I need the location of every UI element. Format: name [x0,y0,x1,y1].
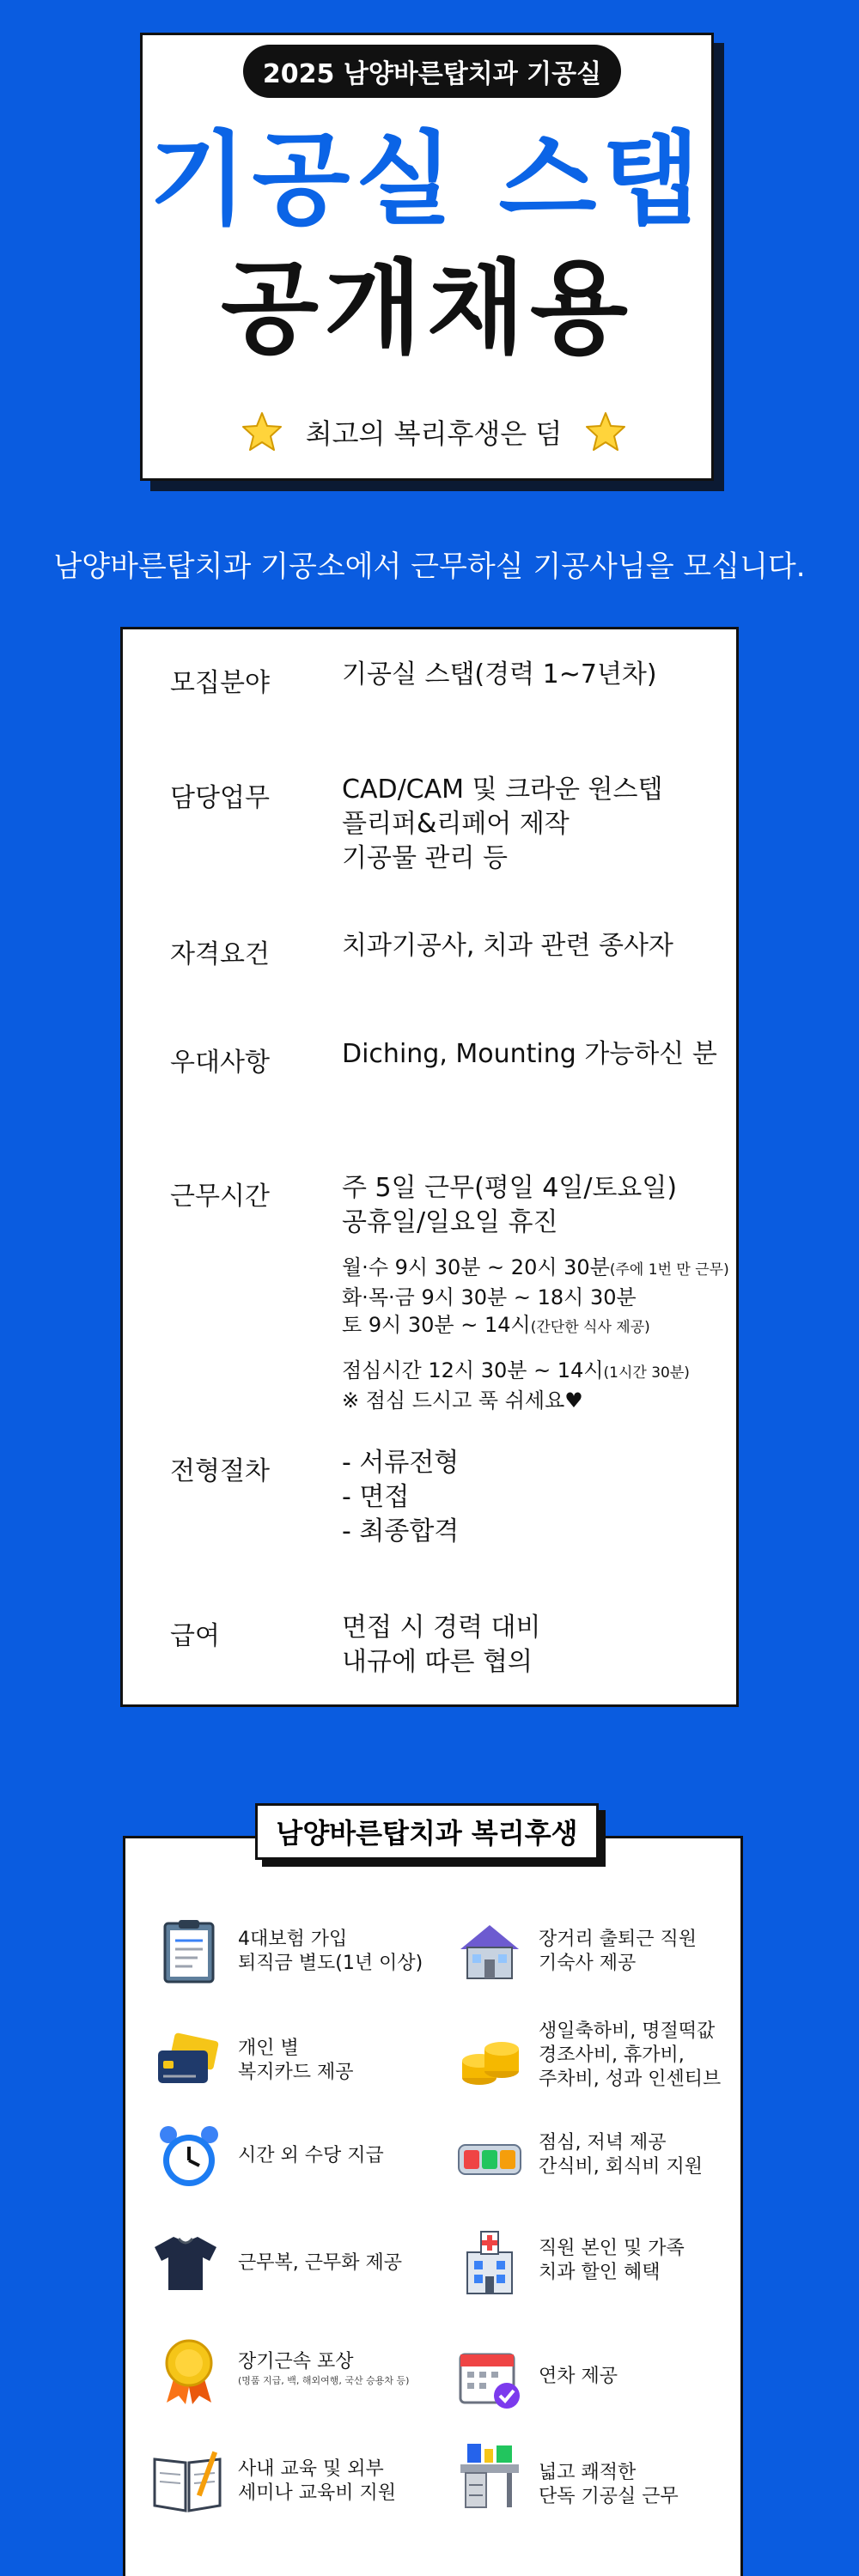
headline-title: 기공실 스탭 [149,120,705,239]
salary-value [342,1611,540,1680]
headline-subtitle: 공개채용 [221,249,633,368]
benefit-welfare-card: 개인 별 복지카드 제공 [238,2038,354,2083]
benefit-insurance: 4대보험 가입 퇴직금 별도(1년 이상) [238,1929,423,1974]
hospital-icon [455,2228,524,2297]
hours-line: 공휴일/일요일 휴진 [342,1207,558,1237]
preference-label: 우대사항 [170,1048,270,1078]
calendar-icon [455,2344,524,2413]
duty-line: 기공물 관리 등 [342,843,508,873]
benefit-uniform: 근무복, 근무화 제공 [238,2252,402,2274]
duty-value [342,773,663,876]
hours-value [342,1171,729,1414]
benefits-title: 남양바른탑치과 복리후생 [255,1803,599,1860]
benefit-annual-leave: 연차 제공 [539,2366,618,2387]
benefit-education: 사내 교육 및 외부 세미나 교육비 지원 [238,2458,397,2504]
duty-label: 담당업무 [170,783,270,813]
field-label: 모집분야 [170,668,270,698]
field-value: 기공실 스탭(경력 1~7년차) [342,659,657,690]
process-value [342,1446,459,1549]
hours-detail-line: 월·수 9시 30분 ~ 20시 30분(주에 1번 만 근무) [342,1255,729,1279]
star-icon [584,410,627,453]
meal-tray-icon [455,2123,524,2191]
qualification-value: 치과기공사, 치과 관련 종사자 [342,931,673,961]
qualification-label: 자격요건 [170,939,270,969]
alarm-clock-icon [155,2123,223,2191]
duty-line: CAD/CAM 및 크라운 원스텝 [342,775,663,805]
lunch-note: ※ 점심 드시고 푹 쉬세요♥ [342,1388,583,1413]
book-icon [151,2447,220,2516]
desk-icon [455,2440,524,2509]
salary-line: 면접 시 경력 대비 [342,1613,541,1643]
benefit-dormitory: 장거리 출퇴근 직원 기숙사 제공 [539,1929,698,1974]
hours-line: 주 5일 근무(평일 4일/토요일) [342,1173,678,1203]
coins-icon [455,2026,524,2095]
star-icon [241,410,283,453]
duty-line: 플리퍼&리페어 제작 [342,809,570,839]
hours-detail [342,1254,729,1341]
benefit-meals: 점심, 저녁 제공 간식비, 회식비 지원 [539,2132,703,2178]
benefit-dental-discount: 직원 본인 및 가족 치과 할인 혜택 [539,2238,685,2283]
benefit-long-service: 장기근속 포상 (명품 지급, 백, 해외여행, 국산 승용차 등) [238,2351,410,2386]
cards-icon [153,2026,222,2095]
year-badge: 2025 남양바른탑치과 기공실 [243,45,621,98]
intro-text: 남양바른탑치과 기공소에서 근무하실 기공사님을 모십니다. [53,550,806,584]
hours-detail-line: 토 9시 30분 ~ 14시(간단한 식사 제공) [342,1313,650,1337]
medal-icon [155,2336,223,2404]
benefit-allowances: 생일축하비, 명절떡값 경조사비, 휴가비, 주차비, 성과 인센티브 [539,2020,722,2090]
benefit-overtime: 시간 외 수당 지급 [238,2145,384,2166]
preference-value: Diching, Mounting 가능하신 분 [342,1039,717,1069]
benefit-private-lab: 넓고 쾌적한 단독 기공실 근무 [539,2462,679,2507]
tagline-text: 최고의 복리후생은 덤 [305,417,563,450]
salary-line: 내규에 따른 협의 [342,1647,533,1677]
hours-detail-line: 화·목·금 9시 30분 ~ 18시 30분 [342,1285,637,1309]
house-icon [455,1917,524,1985]
clipboard-icon [155,1917,223,1985]
tshirt-icon [151,2228,220,2297]
process-label: 전형절차 [170,1456,270,1486]
hours-label: 근무시간 [170,1182,270,1212]
lunch-info: 점심시간 12시 30분 ~ 14시(1시간 30분) ※ 점심 드시고 푹 쉬세요♥ [342,1357,729,1414]
process-step: - 서류전형 [342,1448,460,1478]
salary-label: 급여 [170,1621,220,1651]
process-step: - 최종합격 [342,1516,460,1546]
process-step: - 면접 [342,1482,410,1512]
tagline [232,410,636,453]
